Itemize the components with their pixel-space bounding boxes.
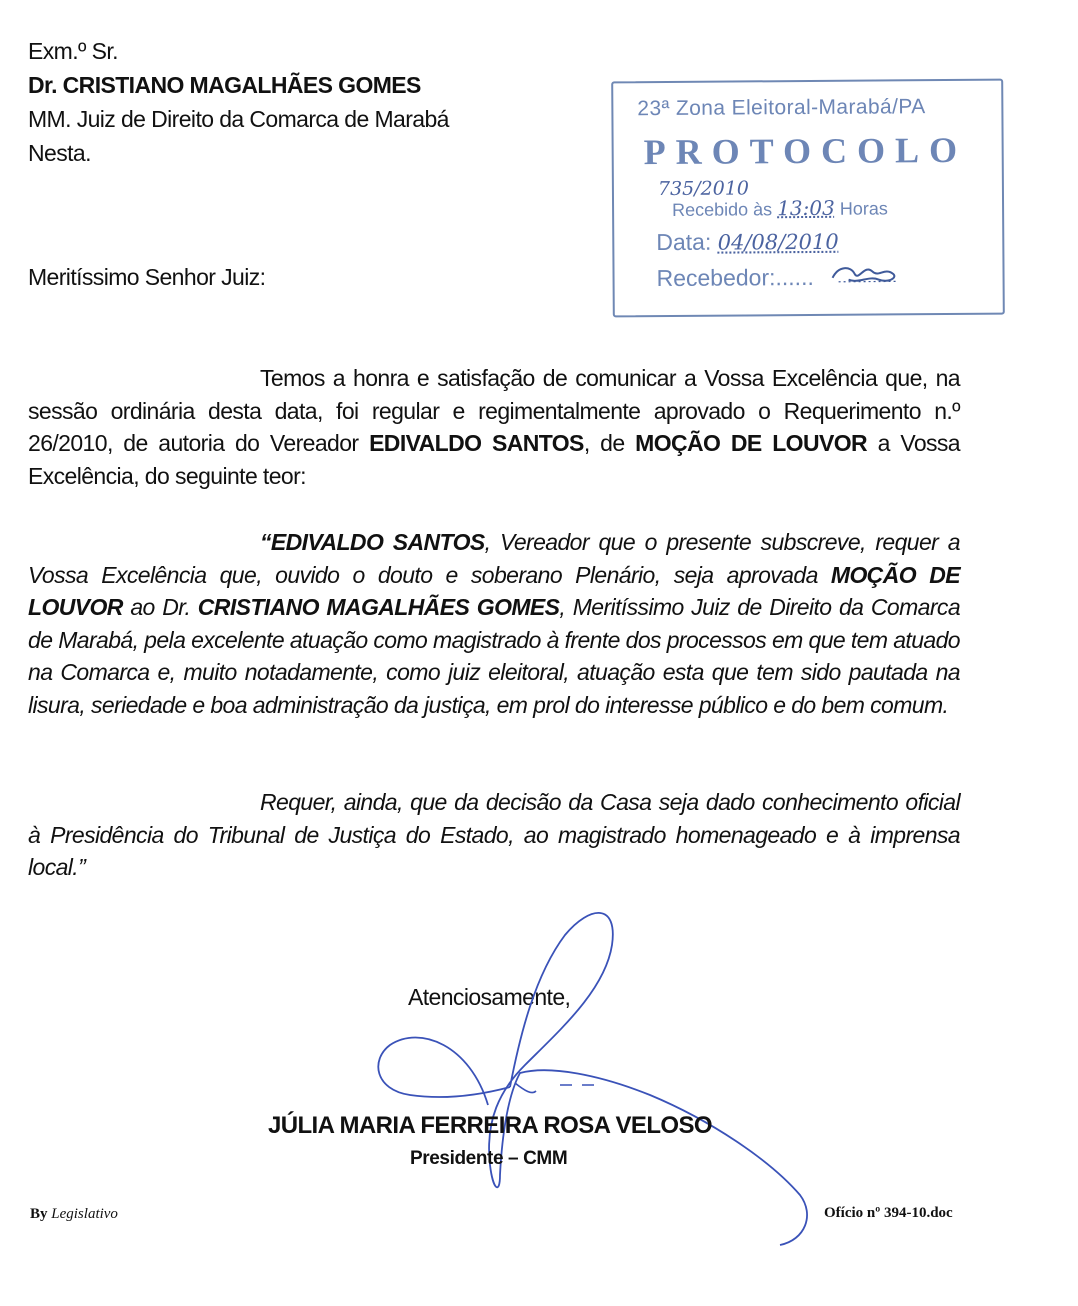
- signer-role: Presidente – CMM: [410, 1148, 568, 1169]
- signature-icon: [350, 895, 810, 1255]
- stamp-zona: 23ª Zona Eleitoral-Marabá/PA: [637, 95, 926, 121]
- p1-text-1: Temos a honra e satisfação de comunicar a Vossa Excelência que, na sessão ordinária desta data, foi regular e regimentalmente aprovado o Requerimento n.º 26/2010, de autoria do Vereador: [28, 365, 960, 457]
- paragraph-requer-ainda: Requer, ainda, que da decisão da Casa seja dado conhecimento oficial à Presidência do Tribunal de Justiça do Estado, ao magistrado homenageado e à imprensa local.”: [28, 789, 960, 881]
- stamp-recebedor: [656, 264, 813, 292]
- p2-text-3: , Meritíssimo Juiz de Direito da Comarca de Marabá, pela excelente atuação como magistrado à frente dos processos em que tem atuado na Comarca e, muito notadamente, como juiz eleitoral, atuação esta que tem sido pautada na lisura, seriedade e boa administração da justiça, em prol do interesse público e do bem comum.: [28, 594, 961, 718]
- footer-left: [30, 1206, 118, 1223]
- stamp-recebedor-label: Recebedor:......: [656, 263, 814, 292]
- p2-text-2: ao Dr.: [122, 594, 198, 621]
- stamp-horas-label: Horas: [839, 198, 888, 219]
- paragraph-communication: [28, 362, 960, 492]
- stamp-recebido-hora: 13:03: [777, 195, 835, 221]
- footer-left-prefix: By: [30, 1206, 48, 1222]
- stamp-data: [656, 228, 839, 256]
- addressee-greeting: Exm.º Sr.: [28, 38, 118, 64]
- protocol-stamp: [611, 79, 1005, 318]
- stamp-data-label: Data:: [656, 228, 712, 256]
- paragraph-requerimento: [28, 526, 960, 722]
- stamp-data-value: 04/08/2010: [717, 229, 839, 255]
- p1-mocao: MOÇÃO DE LOUVOR: [635, 430, 867, 457]
- footer-left-italic: Legislativo: [51, 1206, 118, 1222]
- footer-document-ref: Ofício nº 394-10.doc: [824, 1205, 953, 1221]
- p2-judge-name: CRISTIANO MAGALHÃES GOMES: [197, 594, 560, 621]
- stamp-numero: 735/2010: [657, 177, 750, 201]
- stamp-protocolo: PROTOCOLO: [643, 129, 968, 173]
- p2-text-1: , Vereador que o presente subscreve, requer a Vossa Excelência que, ouvido o douto e soberano Plenário, seja aprovada: [28, 529, 960, 588]
- addressee-title: MM. Juiz de Direito da Comarca de Marabá: [28, 106, 449, 132]
- p2-mocao: MOÇÃO DE LOUVOR: [28, 561, 960, 621]
- addressee-block: [28, 34, 449, 170]
- stamp-initials-icon: [828, 259, 908, 288]
- addressee-place: Nesta.: [28, 140, 91, 166]
- signer-name: JÚLIA MARIA FERREIRA ROSA VELOSO: [268, 1112, 712, 1139]
- p1-vereador-name: EDIVALDO SANTOS: [369, 430, 584, 457]
- stamp-recebido: [672, 195, 888, 221]
- salutation: Meritíssimo Senhor Juiz:: [28, 264, 266, 290]
- p1-text-3: a Vossa Excelência, do seguinte teor:: [28, 430, 960, 489]
- p2-vereador-name: “EDIVALDO SANTOS: [260, 529, 485, 555]
- p1-text-2: , de: [583, 430, 636, 457]
- addressee-name: Dr. CRISTIANO MAGALHÃES GOMES: [28, 72, 421, 98]
- stamp-recebido-label: Recebido às: [672, 199, 773, 220]
- closing: Atenciosamente,: [408, 984, 571, 1010]
